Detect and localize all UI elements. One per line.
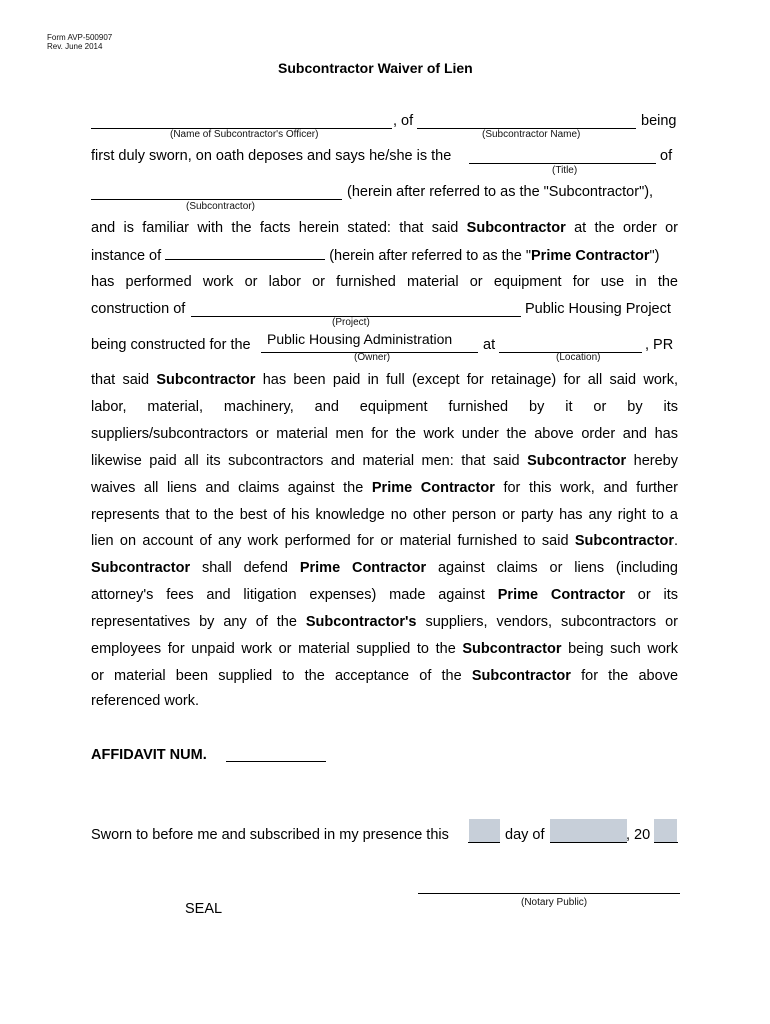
body-text: has been paid in full (except for retainage) for all said work, bbox=[255, 372, 679, 388]
body-text: shall defend bbox=[190, 560, 300, 577]
body-text: representatives by any of the bbox=[91, 614, 306, 631]
document-title: Subcontractor Waiver of Lien bbox=[278, 60, 473, 76]
body-last-line: referenced work. bbox=[91, 693, 199, 709]
notary-signature-line[interactable] bbox=[418, 893, 680, 894]
bold-term: Subcontractor bbox=[574, 533, 674, 550]
year-prefix-text: , 20 bbox=[626, 827, 651, 843]
bold-term: Subcontractor bbox=[156, 372, 256, 388]
subcontractor-field[interactable] bbox=[91, 187, 342, 200]
bold-term: Subcontractor's bbox=[305, 614, 417, 631]
body-text: for the above bbox=[570, 667, 679, 684]
pr-text: , PR bbox=[645, 337, 674, 353]
affidavit-label: AFFIDAVIT NUM. bbox=[91, 747, 207, 763]
body-line bbox=[91, 668, 678, 684]
constructed-for-text: being constructed for the bbox=[91, 337, 251, 353]
performed-work-line: has performed work or labor or furnished material or equipment for use in the bbox=[91, 274, 678, 290]
body-text: or material been supplied to the acceptance of the bbox=[91, 667, 472, 684]
body-text: that said bbox=[91, 372, 157, 388]
body-line bbox=[91, 533, 678, 549]
bold-term: Subcontractor bbox=[527, 452, 627, 469]
public-housing-project-text: Public Housing Project bbox=[525, 301, 671, 317]
caption-subcontractor: (Subcontractor) bbox=[186, 201, 255, 212]
construction-of-text: construction of bbox=[91, 301, 186, 317]
bold-term: Subcontractor bbox=[471, 667, 571, 684]
at-text: at bbox=[483, 337, 496, 353]
bold-term: Subcontractor bbox=[91, 560, 191, 577]
body-text: labor, material, machinery, and equipment furnished by it or by its bbox=[91, 398, 678, 415]
body-text: employees for unpaid work or material supplied to the bbox=[91, 641, 463, 657]
body-line bbox=[91, 507, 678, 523]
sworn-before-text: Sworn to before me and subscribed in my presence this bbox=[91, 827, 449, 843]
subcontractor-name-field[interactable] bbox=[417, 116, 636, 129]
body-text: . bbox=[673, 533, 678, 550]
body-text: waives all liens and claims against the bbox=[91, 479, 372, 496]
body-text: represents that to the best of his knowledge no other person or party has any right to a bbox=[91, 506, 678, 523]
prime-contractor-field[interactable] bbox=[165, 247, 325, 260]
body-line bbox=[91, 399, 678, 415]
being-text: being bbox=[641, 113, 677, 129]
body-line bbox=[91, 372, 678, 388]
body-text: for this work, and further bbox=[494, 479, 679, 496]
day-of-text: day of bbox=[505, 827, 545, 843]
body-line bbox=[91, 426, 678, 442]
owner-value[interactable]: Public Housing Administration bbox=[267, 331, 453, 347]
of-text: , of bbox=[393, 113, 414, 129]
day-field[interactable] bbox=[468, 830, 500, 843]
instance-line: instance of (herein after referred to as the "Prime Contractor") bbox=[91, 248, 660, 264]
of-text-2: of bbox=[660, 148, 673, 164]
caption-subcontractor-name: (Subcontractor Name) bbox=[482, 129, 581, 140]
caption-officer: (Name of Subcontractor's Officer) bbox=[170, 129, 319, 140]
body-line bbox=[91, 587, 678, 603]
body-text: suppliers/subcontractors or material men for the work under the above order and has bbox=[91, 425, 678, 442]
caption-owner: (Owner) bbox=[354, 352, 391, 363]
body-text: hereby bbox=[626, 452, 678, 469]
caption-notary: (Notary Public) bbox=[521, 897, 588, 908]
body-text: suppliers, vendors, subcontractors or bbox=[416, 614, 678, 631]
year-field[interactable] bbox=[654, 830, 678, 843]
herein-subcontractor-text: (herein after referred to as the "Subcontractor"), bbox=[347, 184, 654, 200]
familiar-line: and is familiar with the facts herein stated: that said Subcontractor at the order or bbox=[91, 220, 678, 236]
caption-project: (Project) bbox=[332, 317, 370, 328]
body-text: or its bbox=[624, 587, 678, 604]
body-line bbox=[91, 560, 678, 576]
sworn-statement: first duly sworn, on oath deposes and says he/she is the bbox=[91, 148, 452, 164]
officer-name-field[interactable] bbox=[91, 116, 392, 129]
form-number: Form AVP-500907 bbox=[47, 33, 113, 42]
project-field[interactable] bbox=[191, 304, 521, 317]
body-text: attorney's fees and litigation expenses) made against bbox=[91, 587, 498, 604]
bold-term: Prime Contractor bbox=[497, 587, 625, 604]
caption-location: (Location) bbox=[556, 352, 601, 363]
bold-term: Prime Contractor bbox=[371, 479, 495, 496]
body-line bbox=[91, 641, 678, 657]
title-field[interactable] bbox=[469, 151, 656, 164]
body-text: being such work bbox=[561, 641, 679, 657]
body-text: likewise paid all its subcontractors and material men: that said bbox=[91, 452, 528, 469]
form-revision: Rev. June 2014 bbox=[47, 42, 103, 51]
month-field[interactable] bbox=[550, 830, 627, 843]
body-line bbox=[91, 453, 678, 469]
body-text: lien on account of any work performed for or material furnished to said bbox=[91, 533, 575, 550]
body-line bbox=[91, 480, 678, 496]
bold-term: Subcontractor bbox=[462, 641, 562, 657]
body-line bbox=[91, 614, 678, 630]
caption-title: (Title) bbox=[552, 165, 578, 176]
affidavit-number-field[interactable] bbox=[226, 751, 326, 762]
seal-label: SEAL bbox=[185, 901, 223, 917]
body-text: against claims or liens (including bbox=[426, 560, 678, 577]
bold-term: Prime Contractor bbox=[299, 560, 427, 577]
